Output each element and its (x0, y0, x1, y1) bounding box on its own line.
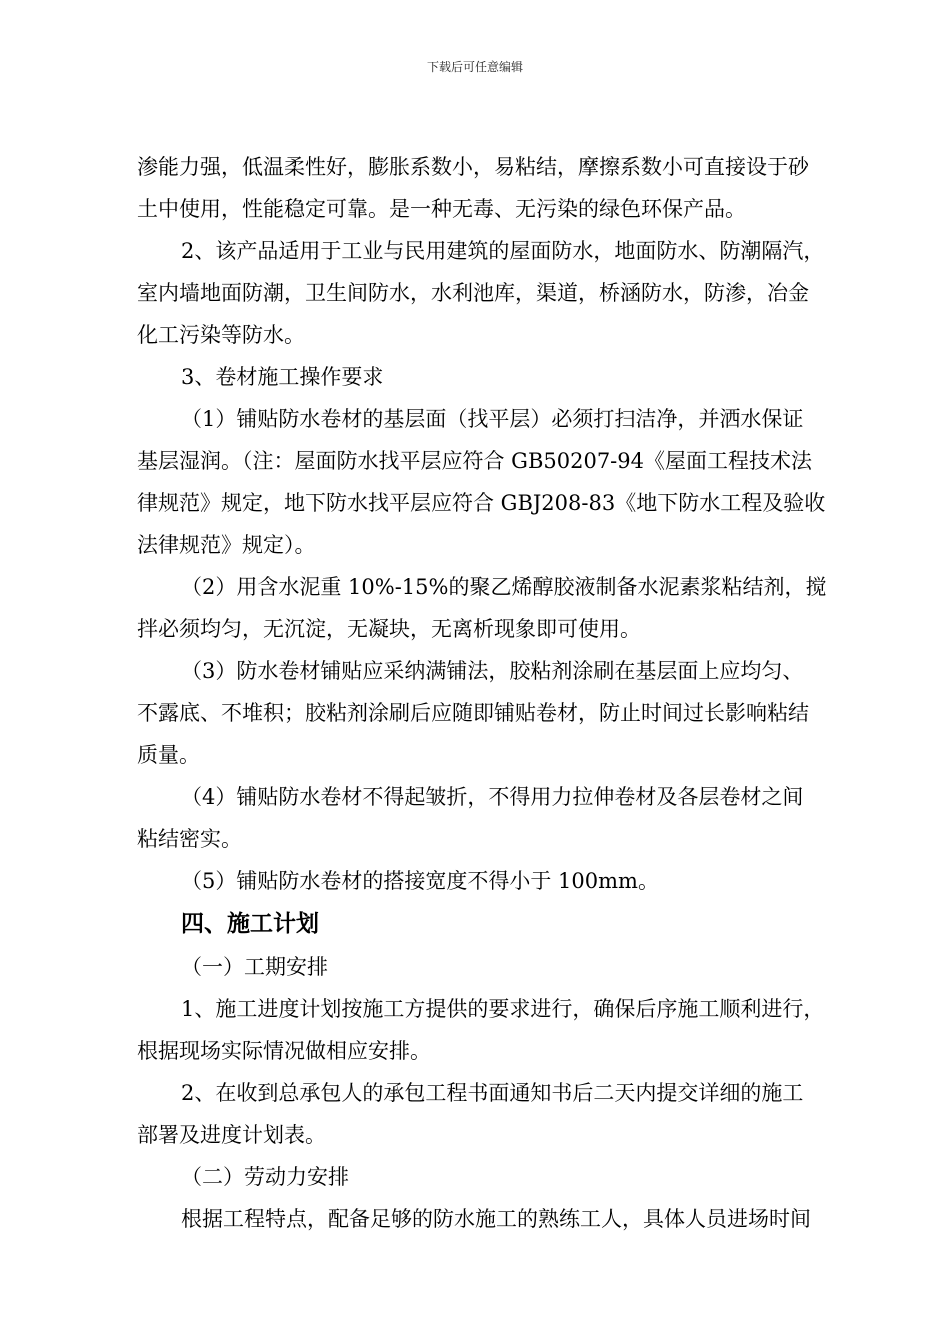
text-line: （3）防水卷材铺贴应采纳满铺法，胶粘剂涂刷在基层面上应均匀、 (181, 659, 804, 683)
text-line: 不露底、不堆积；胶粘剂涂刷后应随即铺贴卷材，防止时间过长影响粘结 (137, 701, 809, 725)
text-line: 根据现场实际情况做相应安排。 (137, 1039, 431, 1063)
text-line: 部署及进度计划表。 (137, 1123, 326, 1147)
document-body (137, 146, 877, 1240)
text-line: 2、该产品适用于工业与民用建筑的屋面防水，地面防水、防潮隔汽， (181, 239, 825, 263)
text-line: 化工污染等防水。 (137, 323, 305, 347)
text-line: 拌必须均匀，无沉淀，无凝块，无离析现象即可使用。 (137, 617, 641, 641)
text-line: 基层湿润。（注：屋面防水找平层应符合 GB50207-94《屋面工程技术法 (137, 449, 813, 473)
text-line: 律规范》规定，地下防水找平层应符合 GBJ208-83《地下防水工程及验收 (137, 491, 826, 515)
text-line: 渗能力强，低温柔性好，膨胀系数小，易粘结，摩擦系数小可直接设于砂 (137, 155, 809, 179)
text-line: 根据工程特点，配备足够的防水施工的熟练工人，具体人员进场时间 (181, 1207, 811, 1231)
text-line: （4）铺贴防水卷材不得起皱折，不得用力拉伸卷材及各层卷材之间 (181, 785, 804, 809)
text-line: （5）铺贴防水卷材的搭接宽度不得小于 100mm。 (181, 869, 659, 893)
text-line: 2、在收到总承包人的承包工程书面通知书后二天内提交详细的施工 (181, 1081, 804, 1105)
text-line: 粘结密实。 (137, 827, 242, 851)
text-line: （二）劳动力安排 (181, 1165, 349, 1189)
text-line: 质量。 (137, 743, 200, 767)
text-line: 室内墙地面防潮，卫生间防水，水利池库，渠道，桥涵防水，防渗，冶金 (137, 281, 809, 305)
text-line: （一）工期安排 (181, 955, 328, 979)
text-line: 法律规范》规定）。 (137, 533, 316, 557)
text-line: 土中使用，性能稳定可靠。是一种无毒、无污染的绿色环保产品。 (137, 197, 746, 221)
page-header: 下载后可任意编辑 (426, 60, 523, 74)
text-line: 1、施工进度计划按施工方提供的要求进行，确保后序施工顺利进行， (181, 997, 825, 1021)
text-line: 3、卷材施工操作要求 (181, 365, 384, 389)
section-heading: 四、施工计划 (181, 910, 319, 937)
text-line: （1）铺贴防水卷材的基层面（找平层）必须打扫洁净，并洒水保证 (181, 407, 804, 431)
text-line: （2）用含水泥重 10%-15%的聚乙烯醇胶液制备水泥素浆粘结剂，搅 (181, 575, 827, 599)
